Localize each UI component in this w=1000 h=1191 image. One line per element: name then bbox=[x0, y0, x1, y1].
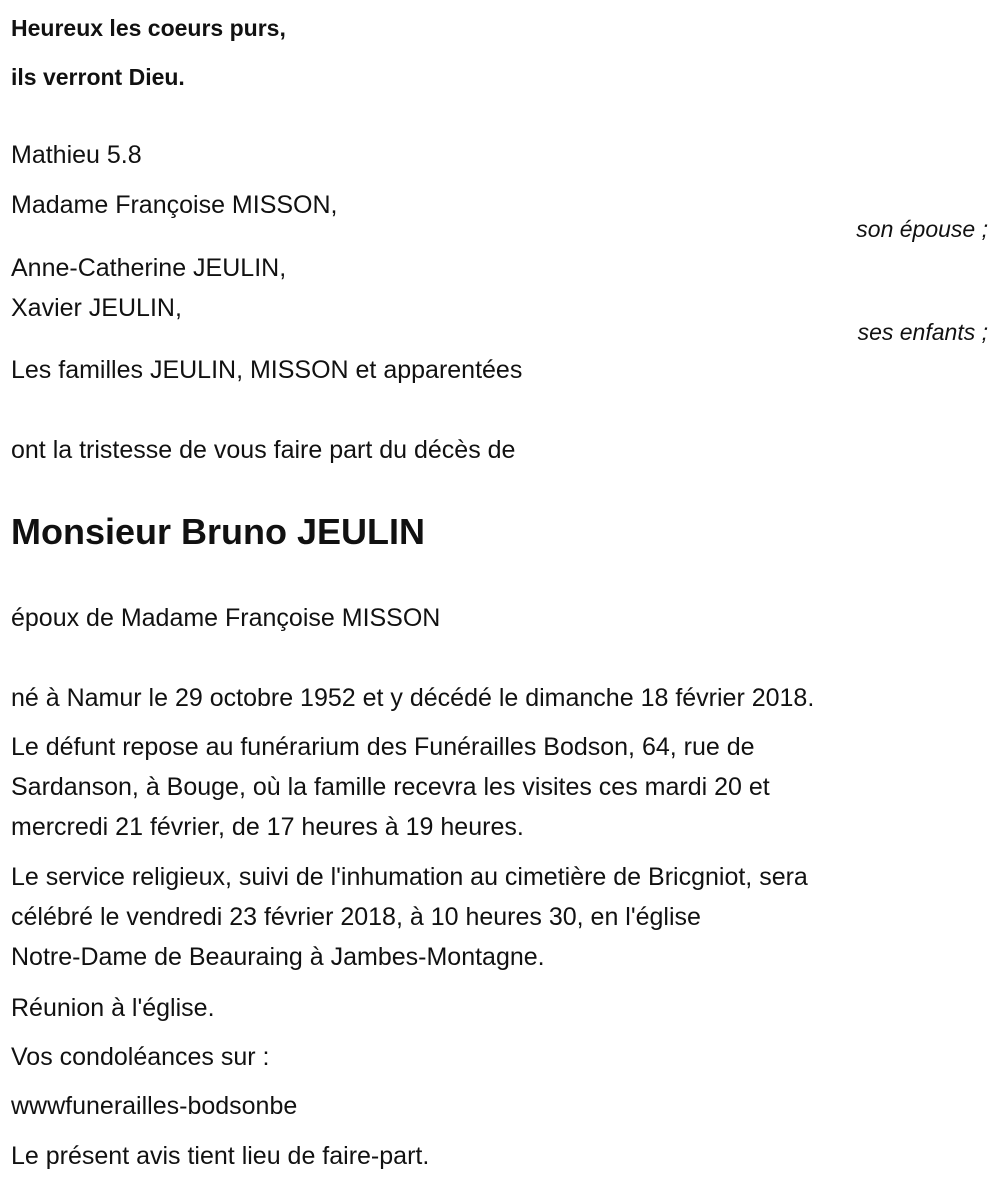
birth-death: né à Namur le 29 octobre 1952 et y décédé le dimanche 18 février 2018. bbox=[11, 684, 815, 712]
bible-reference: Mathieu 5.8 bbox=[11, 141, 142, 169]
service-line: célébré le vendredi 23 février 2018, à 10 heures 30, en l'église bbox=[11, 903, 701, 931]
children-role: ses enfants ; bbox=[857, 319, 988, 345]
service-line: Le service religieux, suivi de l'inhumation au cimetière de Bricgniot, sera bbox=[11, 863, 808, 891]
spouse-role: son épouse ; bbox=[856, 216, 988, 242]
meeting: Réunion à l'église. bbox=[11, 994, 215, 1022]
epigraph-line-2: ils verront Dieu. bbox=[11, 64, 185, 90]
child-name: Anne-Catherine JEULIN, bbox=[11, 254, 287, 282]
website: wwwfunerailles-bodsonbe bbox=[11, 1092, 298, 1120]
visitation-line: Le défunt repose au funérarium des Funérailles Bodson, 64, rue de bbox=[11, 733, 755, 761]
child-name: Xavier JEULIN, bbox=[11, 294, 182, 322]
condolences-label: Vos condoléances sur : bbox=[11, 1043, 270, 1071]
closing: Le présent avis tient lieu de faire-part. bbox=[11, 1142, 430, 1170]
spouse-of: époux de Madame Françoise MISSON bbox=[11, 604, 441, 632]
visitation-line: mercredi 21 février, de 17 heures à 19 heures. bbox=[11, 813, 524, 841]
spouse-name: Madame Françoise MISSON, bbox=[11, 191, 338, 219]
announcement: ont la tristesse de vous faire part du décès de bbox=[11, 436, 516, 464]
service-line: Notre-Dame de Beauraing à Jambes-Montagne. bbox=[11, 943, 545, 971]
families-line: Les familles JEULIN, MISSON et apparentées bbox=[11, 356, 523, 384]
visitation-line: Sardanson, à Bouge, où la famille recevra les visites ces mardi 20 et bbox=[11, 773, 770, 801]
epigraph-line-1: Heureux les coeurs purs, bbox=[11, 15, 286, 41]
deceased-name: Monsieur Bruno JEULIN bbox=[11, 511, 426, 552]
